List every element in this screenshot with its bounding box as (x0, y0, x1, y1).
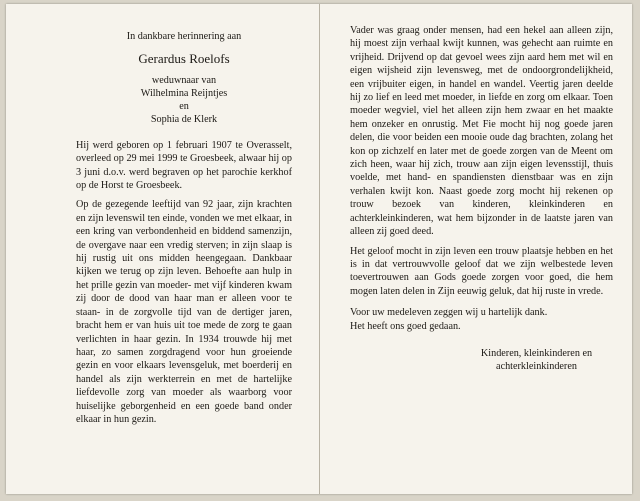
birth-death-paragraph: Hij werd geboren op 1 februari 1907 te Overasselt, overleed op 29 mei 1999 te Groesbeek, alwaar hij op 3 juni d.o.v. werd begraven op het parochie kerkhof op de Horst te Groesbeek. (76, 139, 292, 192)
and-word: en (179, 100, 189, 112)
left-page (76, 30, 292, 434)
thanks-line-2: Het heeft ons goed gedaan. (350, 320, 461, 332)
signature-line-1: Kinderen, kleinkinderen en (480, 347, 593, 359)
intro-line: In dankbare herinnering aan (126, 31, 242, 42)
deceased-name: Gerardus Roelofs (138, 51, 230, 67)
faith-paragraph: Het geloof mocht in zijn leven een trouw plaatsje hebben en het is in dat vertrouwvolle geloof dat we zijn welbestede leven toevertrouwen aan Gods goede zorgen voor goed, die hem mogen laten delen in Zijn eeuwig geluk, dat hij ruste in vrede. (350, 245, 613, 297)
life-paragraph: Op de gezegende leeftijd van 92 jaar, zijn krachten en zijn levenswil ten einde, vonden we met elkaar, in een kring van verbondenheid en biddend samenzijn, de overgave naar een vredig sterven; in zijn slaap is hij rustig uit ons midden heengegaan. Dankbaar kijken we terug op zijn leven. Behoefte aan hulp in het prille gezin van moeder- met vijf kinderen kwam zij door de dood van haar man er alleen voor te staan- in de zorgvolle tijd van de dertiger jaren, bracht hem er van huis uit toe mede de zorg te gaan verlichten in haar gezin. In 1934 trouwde hij met haar, zo samen zorgdragend voor hun groeiende gezin en voor elkaars levensgeluk, met boerderij en handel als zijn werkterrein en met de hartelijke liefdevolle zorg van moeder als waarborg voor huiselijke geborgenheid en een goede band onder elkaar in hun gezin. (76, 199, 293, 425)
widower-label: weduwnaar van (151, 74, 217, 86)
right-page (350, 24, 613, 374)
signature-line-2: achterkleinkinderen (496, 361, 577, 373)
thanks-line-1: Voor uw medeleven zeggen wij u hartelijk dank. (350, 307, 548, 319)
spouse-name-1: Wilhelmina Reijntjes (140, 87, 228, 99)
spouse-name-2: Sophia de Klerk (150, 113, 218, 125)
father-paragraph: Vader was graag onder mensen, had een hekel aan alleen zijn, hij moest zijn verhaal kwijt kunnen, was gehecht aan ruimte en vrijheid. Drijvend op dat gevoel wees zijn aard hem met wil en eigen wijsheid zijn levensweg, met de ondoorgrondelijkheid, een vrijbuiter eigen, in handel en wandel. Veertig jaren deelde hij zo lief en leed met moeder, in liefde en zorg om elkaar. Toen moeder wegviel, viel het alleen zijn hem zwaar en het maakte hem onzeker en onrustig. Met Fie mocht hij nog goede jaren delen, die voor beiden een mooie oude dag brachten, zolang het kon op zichzelf en later met de goede zorgen van de Meent om zich heen, waar hij zich, trouw aan zijn eigen levensstijl, thuis voelde, met hand- en spandiensten dienstbaar was en zijn verhalen kwijt kon. Naast goede zorg mocht hij rekenen op trouw bezoek van kinderen, kleinkinderen en achterkleinkinderen, wat hem bijzonder in de laatste jaren van alleen zij goed deed. (350, 25, 613, 238)
card-fold-line (319, 4, 320, 494)
